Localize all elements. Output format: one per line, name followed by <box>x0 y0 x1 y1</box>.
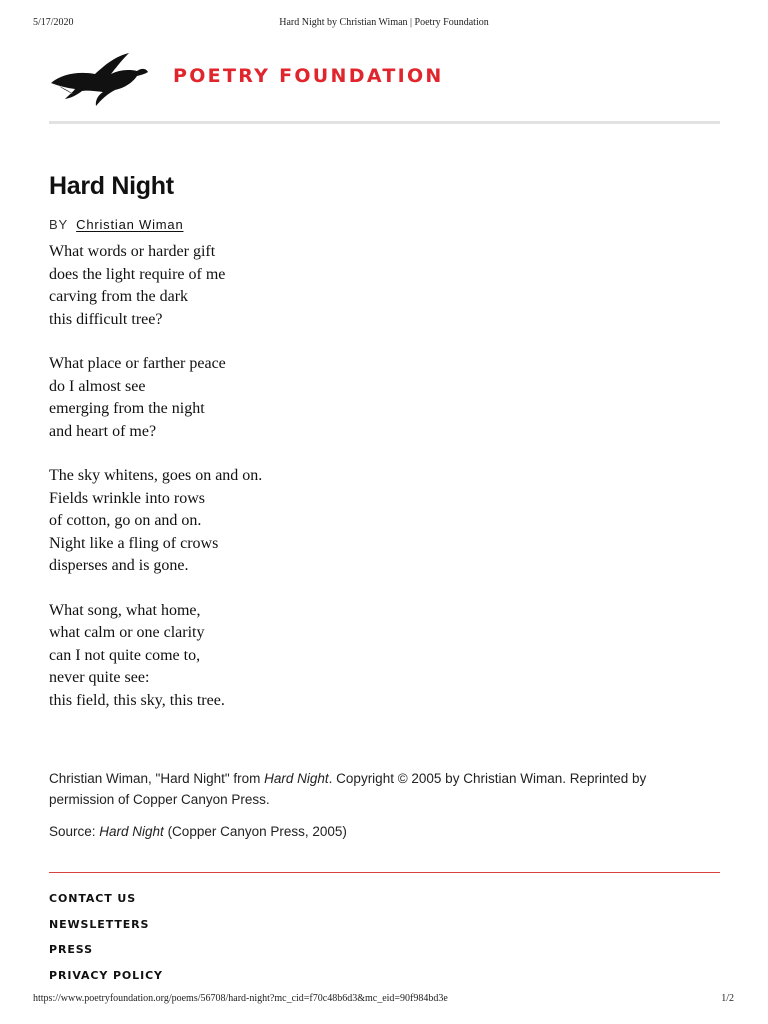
poem-line: what calm or one clarity <box>49 624 205 641</box>
byline <box>49 217 184 232</box>
footer-link-contact-us[interactable]: CONTACT US <box>49 892 137 905</box>
footer-link-newsletters[interactable]: NEWSLETTERS <box>49 917 150 931</box>
source-publisher: (Copper Canyon Press, 2005) <box>163 824 347 839</box>
footer-link-privacy-policy[interactable]: PRIVACY POLICY <box>49 968 163 982</box>
print-page-number: 1/2 <box>721 993 734 1004</box>
source-book-title: Hard Night <box>99 824 164 839</box>
print-header <box>0 17 768 31</box>
poem-line: do I almost see <box>49 377 146 395</box>
poem-line: carving from the dark <box>49 288 189 305</box>
poem-line: The sky whitens, goes on and on. <box>49 467 263 484</box>
print-page-title: Hard Night by Christian Wiman | Poetry Foundation <box>279 17 489 28</box>
poem-line: this field, this sky, this tree. <box>49 691 225 709</box>
poem-line: What song, what home, <box>49 601 201 619</box>
poem-line: this difficult tree? <box>49 310 163 328</box>
bird-icon[interactable] <box>49 50 149 108</box>
source-label: Source: <box>49 824 100 839</box>
footer-divider <box>49 872 720 873</box>
header-divider <box>49 121 720 124</box>
stanza <box>49 600 549 713</box>
print-date: 5/17/2020 <box>33 17 74 28</box>
credit-suffix: . Copyright © 2005 by Christian Wiman. Reprinted by permission of Copper Canyon Press. <box>49 771 647 807</box>
footer-link-press[interactable]: PRESS <box>49 943 93 956</box>
stanza <box>49 241 549 331</box>
poem-line: emerging from the night <box>49 400 205 417</box>
print-url: https://www.poetryfoundation.org/poems/56708/hard-night?mc_cid=f70c48b6d3&mc_eid=90f984bd3e <box>33 993 448 1004</box>
byline-prefix: BY <box>49 217 68 232</box>
credit-book-title: Hard Night <box>264 771 329 786</box>
stanza <box>49 353 549 443</box>
poem-line: Night like a fling of crows <box>49 534 219 552</box>
copyright-credit <box>49 768 709 810</box>
poem-line: does the light require of me <box>49 265 226 283</box>
poem-line: disperses and is gone. <box>49 557 189 574</box>
poem-line: What words or harder gift <box>49 243 216 260</box>
poem-line: never quite see: <box>49 669 150 686</box>
stanza <box>49 465 549 578</box>
poem-line: of cotton, go on and on. <box>49 512 202 529</box>
poem-body <box>49 241 549 734</box>
poem-line: can I not quite come to, <box>49 646 201 664</box>
poem-line: Fields wrinkle into rows <box>49 489 205 507</box>
credit-prefix: Christian Wiman, "Hard Night" from <box>49 771 265 786</box>
poem-title: Hard Night <box>49 172 174 200</box>
poem-line: What place or farther peace <box>49 355 226 372</box>
author-link[interactable]: Christian Wiman <box>76 217 184 232</box>
site-logo-text[interactable]: POETRY FOUNDATION <box>173 65 444 87</box>
print-footer <box>0 993 768 1007</box>
source-credit <box>49 821 709 842</box>
footer-nav <box>49 892 163 994</box>
poem-line: and heart of me? <box>49 422 157 440</box>
